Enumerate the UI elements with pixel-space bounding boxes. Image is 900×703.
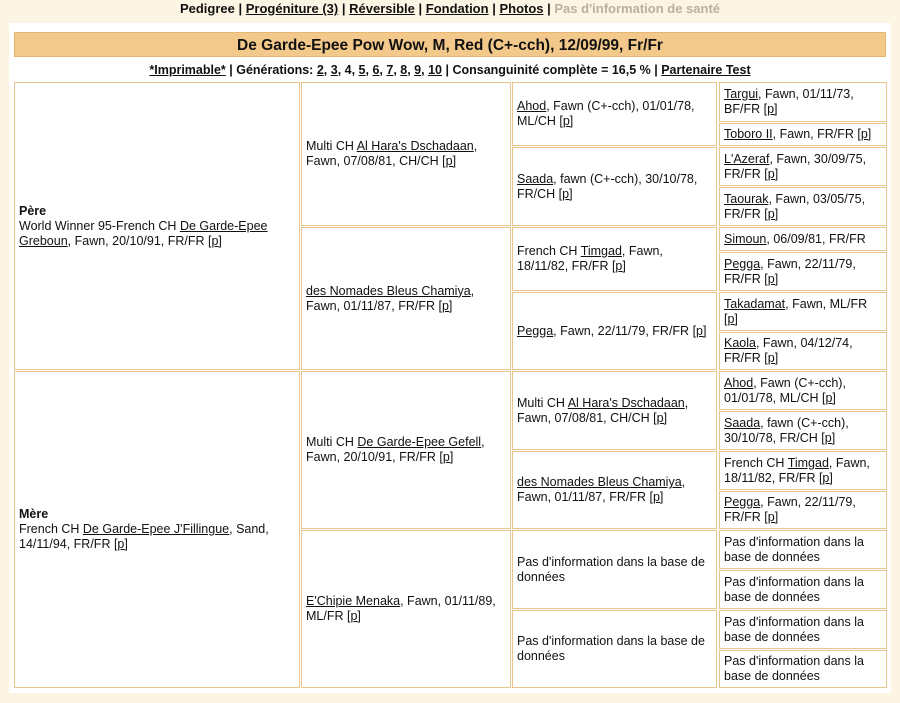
nav-separator: | [338, 1, 350, 16]
no-info-text: Pas d'information dans la base de données [517, 634, 705, 663]
pedigree-p-link[interactable]: [p] [208, 233, 222, 248]
pedigree-p-link[interactable]: [p] [442, 154, 457, 168]
options-separator: | [441, 63, 453, 77]
nav-fondation-link[interactable]: Fondation [425, 1, 489, 16]
grandparent-cell [301, 82, 511, 226]
generation-link[interactable]: 6 [372, 63, 380, 77]
generation-link[interactable]: 7 [386, 63, 394, 77]
pedigree-p-link[interactable]: [p] [763, 102, 778, 116]
ancestor-gen4-cell [719, 187, 887, 226]
dam-titles: French CH [19, 522, 83, 536]
top-navigation [0, 0, 900, 20]
nav-progeniture-link[interactable]: Progéniture (3) [245, 1, 339, 16]
ancestor-name-link[interactable]: Timgad [787, 455, 829, 470]
ancestor-name-link[interactable]: Al Hara's Dschadaan [567, 395, 685, 410]
ancestor-details: , Fawn, FR/FR [772, 127, 858, 141]
ancestor-gen4-cell [719, 252, 887, 291]
ancestor-name-link[interactable]: Saada [517, 171, 554, 186]
ancestor-gen4-cell [719, 530, 887, 569]
ancestor-name-link[interactable]: Simoun [724, 231, 767, 246]
ancestor-details: , Fawn, 01/11/87, FR/FR [306, 283, 475, 313]
nav-pedigree: Pedigree [179, 1, 235, 16]
ancestor-details: , Fawn, 07/08/81, CH/CH [306, 139, 478, 168]
pedigree-p-link[interactable]: [p] [857, 127, 872, 141]
pedigree-p-link[interactable]: [p] [692, 323, 707, 338]
dam-name-link[interactable]: De Garde-Epee J'Fillingue [82, 522, 230, 536]
ancestor-details: , Fawn, 01/11/87, FR/FR [517, 475, 686, 504]
ancestor-details: , Fawn, 01/11/89, ML/FR [306, 594, 496, 623]
ancestor-name-link[interactable]: Pegga [724, 256, 761, 271]
pedigree-p-link[interactable]: [p] [346, 609, 361, 623]
no-info-text: Pas d'information dans la base de données [724, 574, 864, 604]
pedigree-p-link[interactable]: [p] [764, 271, 779, 286]
nav-reversible-link[interactable]: Réversible [349, 1, 415, 16]
grandparent-cell [301, 227, 511, 370]
ancestor-gen4-cell [719, 411, 887, 450]
ancestor-name-link[interactable]: Kaola [724, 336, 756, 350]
ancestor-gen4-cell [719, 371, 887, 410]
great-grandparent-cell [512, 292, 717, 370]
pedigree-p-link[interactable]: [p] [438, 298, 453, 313]
ancestor-details: , Fawn, 04/12/74, FR/FR [724, 336, 853, 365]
pedigree-p-link[interactable]: [p] [439, 450, 454, 464]
grandparent-cell [301, 530, 511, 688]
pedigree-p-link[interactable]: [p] [821, 430, 836, 445]
pedigree-p-link[interactable]: [p] [724, 311, 738, 326]
ancestor-details: , Fawn, 22/11/79, FR/FR [553, 323, 693, 338]
pedigree-p-link[interactable]: [p] [559, 114, 574, 128]
ancestor-gen4-cell [719, 123, 887, 146]
ancestor-details: , Fawn, 22/11/79, FR/FR [724, 256, 856, 286]
no-info-text: Pas d'information dans la base de données [517, 554, 705, 584]
ancestor-gen4-cell [719, 451, 887, 490]
grandparent-cell [301, 371, 511, 529]
no-info-text: Pas d'information dans la base de données [724, 654, 864, 683]
generation-link[interactable]: 3 [330, 63, 338, 77]
ancestor-titles: Multi CH [517, 395, 568, 410]
great-grandparent-cell [512, 147, 717, 226]
ancestor-name-link[interactable]: Ahod [724, 375, 754, 390]
pedigree-p-link[interactable]: [p] [113, 537, 128, 551]
ancestor-name-link[interactable]: E'Chipie Menaka [306, 594, 401, 608]
ancestor-gen4-cell [719, 610, 887, 649]
ancestor-name-link[interactable]: Takadamat [724, 296, 786, 311]
sire-details: , Fawn, 20/10/91, FR/FR [67, 233, 208, 248]
pedigree-p-link[interactable]: [p] [653, 410, 668, 425]
ancestor-name-link[interactable]: Taourak [724, 191, 769, 206]
ancestor-name-link[interactable]: Timgad [580, 244, 622, 258]
great-grandparent-cell [512, 610, 717, 688]
ancestor-details: , Fawn, 18/11/82, FR/FR [517, 244, 663, 273]
ancestor-details: , Fawn, 30/09/75, FR/FR [724, 151, 867, 181]
sire-label: Père [19, 203, 47, 218]
ancestor-gen4-cell [719, 147, 887, 186]
dam-cell [14, 371, 300, 688]
imprimable-link[interactable]: *Imprimable* [149, 63, 226, 77]
great-grandparent-cell [512, 82, 717, 146]
sire-name-link[interactable]: De Garde-Epee Greboun [19, 218, 268, 248]
generations-label: Générations: [236, 63, 317, 77]
great-grandparent-cell [512, 227, 717, 291]
sire-cell [14, 82, 300, 370]
ancestor-gen4-cell [719, 650, 887, 688]
ancestor-name-link[interactable]: Saada [724, 415, 761, 430]
consanguinity-text: Consanguinité complète = 16,5 % [452, 63, 651, 77]
pedigree-p-link[interactable]: [p] [611, 259, 626, 273]
nav-photos-link[interactable]: Photos [499, 1, 544, 16]
pedigree-p-link[interactable]: [p] [821, 390, 836, 405]
ancestor-details: , fawn (C+-cch), 30/10/78, FR/CH [517, 171, 698, 201]
ancestor-gen4-cell [719, 82, 887, 122]
great-grandparent-cell [512, 451, 717, 529]
ancestor-gen4-cell [719, 332, 887, 370]
ancestor-details: , Fawn, 18/11/82, FR/FR [724, 455, 870, 485]
generation-current: 4 [344, 63, 352, 77]
pedigree-p-link[interactable]: [p] [558, 186, 573, 201]
pedigree-p-link[interactable]: [p] [764, 510, 779, 524]
ancestor-details: , Fawn (C+-cch), 01/01/78, ML/CH [517, 99, 695, 128]
ancestor-details: , Fawn, 03/05/75, FR/FR [724, 191, 866, 221]
ancestor-name-link[interactable]: Al Hara's Dschadaan [356, 139, 474, 153]
options-separator: | [650, 63, 662, 77]
nav-no-health-info: Pas d'information de santé [554, 1, 721, 16]
ancestor-name-link[interactable]: Targui [724, 87, 759, 101]
sire-titles: World Winner 95-French CH [19, 218, 180, 233]
nav-separator: | [488, 1, 500, 16]
pedigree-p-link[interactable]: [p] [649, 490, 664, 504]
ancestor-gen4-cell [719, 292, 887, 331]
ancestor-details: , Fawn (C+-cch), 01/01/78, ML/CH [724, 375, 846, 405]
page-title: De Garde-Epee Pow Wow, M, Red (C+-cch), 12/09/99, Fr/Fr [14, 32, 886, 57]
no-info-text: Pas d'information dans la base de données [724, 534, 864, 564]
ancestor-details: , Fawn, ML/FR [785, 296, 868, 311]
ancestor-gen4-cell [719, 570, 887, 609]
ancestor-name-link[interactable]: Pegga [517, 323, 554, 338]
pedigree-p-link[interactable]: [p] [764, 206, 779, 221]
ancestor-details: , Fawn, 22/11/79, FR/FR [724, 495, 856, 524]
ancestor-details: , Fawn, 01/11/73, BF/FR [724, 87, 854, 116]
generation-link[interactable]: 5 [358, 63, 366, 77]
ancestor-gen4-cell [719, 491, 887, 529]
nav-separator: | [414, 1, 426, 16]
nav-separator: | [234, 1, 246, 16]
ancestor-name-link[interactable]: Pegga [724, 495, 761, 509]
ancestor-details: , Fawn, 07/08/81, CH/CH [517, 395, 689, 425]
ancestor-details: , fawn (C+-cch), 30/10/78, FR/CH [724, 415, 849, 445]
ancestor-titles: French CH [724, 455, 788, 470]
ancestor-name-link[interactable]: De Garde-Epee Gefell [357, 435, 482, 449]
ancestor-name-link[interactable]: des Nomades Bleus Chamiya [517, 475, 682, 489]
pedigree-p-link[interactable]: [p] [764, 166, 779, 181]
ancestor-name-link[interactable]: Ahod [517, 99, 547, 113]
generation-link[interactable]: 8 [400, 63, 408, 77]
ancestor-name-link[interactable]: Toboro II [724, 127, 773, 141]
ancestor-titles: French CH [517, 244, 581, 258]
ancestor-name-link[interactable]: des Nomades Bleus Chamiya [306, 283, 471, 298]
generation-link[interactable]: 2 [316, 63, 324, 77]
no-info-text: Pas d'information dans la base de données [724, 614, 864, 644]
ancestor-titles: Multi CH [306, 435, 358, 449]
ancestor-name-link[interactable]: L'Azeraf [724, 151, 770, 166]
ancestor-details: , 06/09/81, FR/FR [766, 231, 866, 246]
great-grandparent-cell [512, 371, 717, 450]
options-separator: | [225, 63, 237, 77]
dam-label: Mère [19, 507, 49, 521]
pedigree-p-link[interactable]: [p] [764, 351, 779, 365]
ancestor-details: , Fawn, 20/10/91, FR/FR [306, 435, 485, 464]
partner-test-link[interactable]: Partenaire Test [661, 63, 751, 77]
options-bar: *Imprimable* | Générations: 2, 3, 4, 5, 6, 7, 8, 9, 10 | Consanguinité complète = 16,5 % | Partenaire Test [149, 63, 751, 77]
generation-link[interactable]: 10 [428, 63, 442, 77]
nav-separator: | [543, 1, 555, 16]
great-grandparent-cell [512, 530, 717, 609]
ancestor-titles: Multi CH [306, 139, 357, 153]
dam-details: , Sand, 14/11/94, FR/FR [19, 522, 269, 551]
ancestor-gen4-cell [719, 227, 887, 251]
pedigree-p-link[interactable]: [p] [818, 470, 833, 485]
generation-link[interactable]: 9 [414, 63, 422, 77]
